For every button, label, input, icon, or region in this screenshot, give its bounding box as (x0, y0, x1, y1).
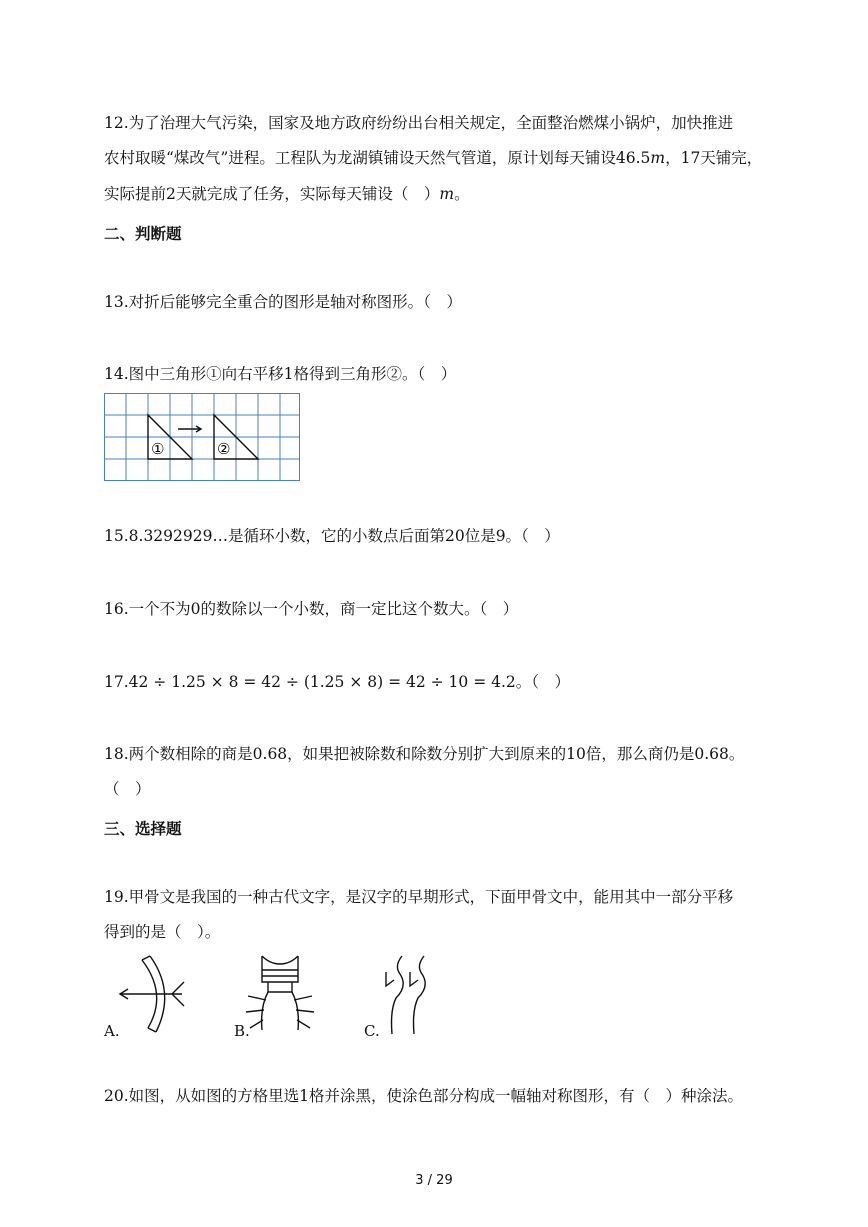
q12-line2-part1: 农村取暖“煤改气”进程。工程队为龙湖镇铺设天然气管道，原计划每天铺设46.5 (104, 149, 651, 167)
q19-option-c-glyph (372, 952, 442, 1037)
q12-line3-part1: 实际提前2天就完成了任务，实际每天铺设（ ） (104, 185, 440, 203)
section-2-title: 二、判断题 (104, 225, 182, 243)
q12-line1: 12.为了治理大气污染，国家及地方政府纷纷出台相关规定，全面整治燃煤小锅炉，加快推进 (104, 114, 734, 132)
q18-line2: （ ） (104, 780, 151, 798)
q19-option-b-label[interactable]: B. (234, 1022, 250, 1040)
q17-text: 17.42 ÷ 1.25 × 8 = 42 ÷ (1.25 × 8) = 42 ÷ 10 = 4.2。（ ） (104, 673, 571, 691)
q16-text: 16.一个不为0的数除以一个小数，商一定比这个数大。（ ） (104, 600, 519, 618)
q12-unit-m-2: m (439, 185, 455, 203)
q19-line2: 得到的是（ ）。 (104, 923, 221, 941)
q14-grid-figure (104, 393, 300, 481)
q13-text: 13.对折后能够完全重合的图形是轴对称图形。（ ） (104, 293, 462, 311)
q19-line1: 19.甲骨文是我国的一种古代文字，是汉字的早期形式，下面甲骨文中，能用其中一部分平移 (104, 888, 734, 906)
q14-text: 14.图中三角形①向右平移1格得到三角形②。（ ） (104, 365, 457, 383)
q20-text: 20.如图，从如图的方格里选1格并涂黑，使涂色部分构成一幅轴对称图形，有（ ）种涂法。 (104, 1087, 744, 1105)
q15-text: 15.8.3292929…是循环小数，它的小数点后面第20位是9。（ ） (104, 527, 560, 545)
q14-label-2: ② (217, 440, 231, 458)
page-number: 3 / 29 (415, 1173, 453, 1188)
section-3-title: 三、选择题 (104, 820, 182, 838)
q12-unit-m: m (650, 149, 666, 167)
q19-option-a-glyph (110, 952, 190, 1037)
q18-line1: 18.两个数相除的商是0.68，如果把被除数和除数分别扩大到原来的10倍，那么商仍是0.68。 (104, 745, 745, 763)
q12-line2-part2: ，17天铺完， (665, 149, 763, 167)
q19-option-b-glyph (240, 952, 320, 1037)
q19-option-c-label[interactable]: C. (364, 1022, 380, 1040)
q12-line2 (104, 148, 762, 168)
q12-line3 (104, 184, 470, 204)
q19-option-a-label[interactable]: A. (104, 1022, 120, 1040)
q12-line3-part2: 。 (454, 185, 470, 203)
q14-label-1: ① (151, 440, 165, 458)
